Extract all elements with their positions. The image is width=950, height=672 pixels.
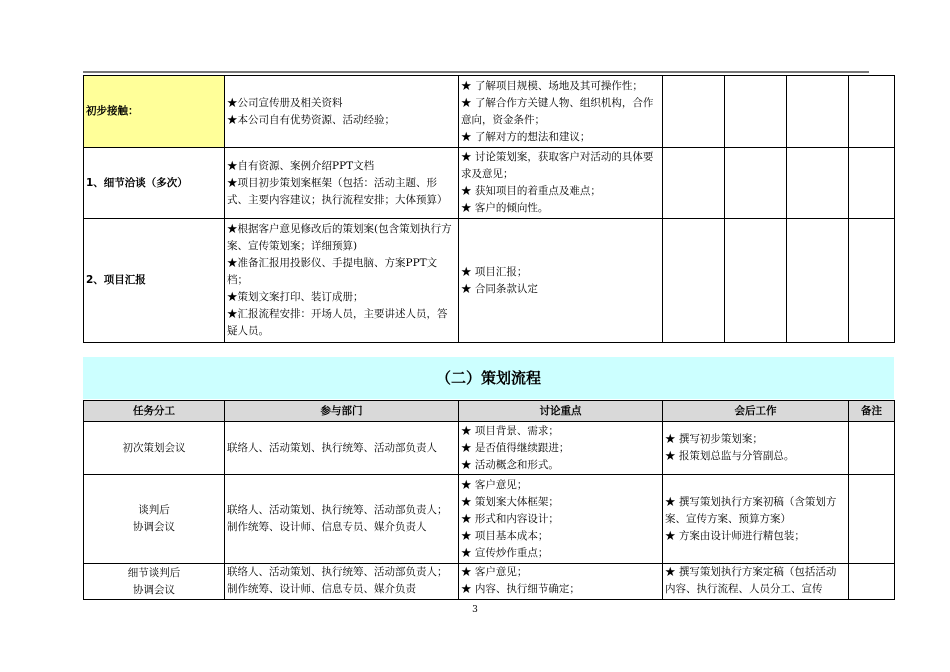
note-cell: [849, 475, 895, 564]
task-cell: 细节谈判后 协调会议: [84, 564, 225, 600]
focus-cell: ★ 客户意见； ★ 策划案大体框架； ★ 形式和内容设计； ★ 项目基本成本； ★ 宣传炒作重点；: [459, 475, 663, 564]
task-cell: 谈判后 协调会议: [84, 475, 225, 564]
task-cell: 初次策划会议: [84, 422, 225, 475]
followup-cell: ★ 撰写策划执行方案定稿（包括活动内容、执行流程、人员分工、宣传: [663, 564, 849, 600]
focus-cell: ★ 项目背景、需求； ★ 是否值得继续跟进； ★ 活动概念和形式。: [459, 422, 663, 475]
header-row: [84, 401, 895, 422]
focus-cell: ★ 客户意见； ★ 内容、执行细节确定；: [459, 564, 663, 600]
departments-cell: 联络人、活动策划、执行统筹、活动部负责人: [225, 422, 459, 475]
planning-process-table: [83, 400, 895, 600]
table-row: [84, 422, 895, 475]
contact-stage-table: [83, 75, 895, 343]
departments-cell: 联络人、活动策划、执行统筹、活动部负责人；制作统筹、设计师、信息专员、媒介负责人: [225, 475, 459, 564]
table-row: [84, 76, 895, 148]
stage-cell: 初步接触：: [84, 76, 225, 148]
header-rule: [83, 71, 869, 73]
stage-cell: 2、项目汇报: [84, 219, 225, 343]
departments-cell: 联络人、活动策划、执行统筹、活动部负责人；制作统筹、设计师、信息专员、媒介负责: [225, 564, 459, 600]
discussion-cell: ★ 项目汇报； ★ 合同条款认定: [459, 219, 663, 343]
materials-cell: ★根据客户意见修改后的策划案(包含策划执行方案、宣传策划案；详细预算) ★准备汇报用投影仪、手提电脑、方案PPT文档； ★策划文案打印、装订成册； ★汇报流程安排：开场人员，主要讲述人员，答疑人员。: [225, 219, 459, 343]
col-header-note: 备注: [849, 401, 895, 422]
col-header-departments: 参与部门: [225, 401, 459, 422]
col-header-focus: 讨论重点: [459, 401, 663, 422]
followup-cell: ★ 撰写初步策划案； ★ 报策划总监与分管副总。: [663, 422, 849, 475]
col-header-task: 任务分工: [84, 401, 225, 422]
table-row: [84, 219, 895, 343]
materials-cell: ★公司宣传册及相关资料 ★本公司自有优势资源、活动经验；: [225, 76, 459, 148]
page-number: 3: [472, 605, 478, 615]
discussion-cell: ★ 讨论策划案，获取客户对活动的具体要求及意见； ★ 获知项目的着重点及难点； ★ 客户的倾向性。: [459, 148, 663, 219]
table-row: [84, 564, 895, 600]
section-title: （二）策划流程: [83, 357, 894, 399]
discussion-cell: ★ 了解项目规模、场地及其可操作性； ★ 了解合作方关键人物、组织机构，合作意向，资金条件； ★ 了解对方的想法和建议；: [459, 76, 663, 148]
followup-cell: ★ 撰写策划执行方案初稿（含策划方案、宣传方案、预算方案） ★ 方案由设计师进行精包装；: [663, 475, 849, 564]
table-row: [84, 475, 895, 564]
col-header-followup: 会后工作: [663, 401, 849, 422]
note-cell: [849, 422, 895, 475]
note-cell: [849, 564, 895, 600]
table-row: [84, 148, 895, 219]
stage-cell: 1、细节洽谈（多次）: [84, 148, 225, 219]
materials-cell: ★自有资源、案例介绍PPT文档 ★项目初步策划案框架（包括：活动主题、形式、主要内容建议；执行流程安排；大体预算）: [225, 148, 459, 219]
